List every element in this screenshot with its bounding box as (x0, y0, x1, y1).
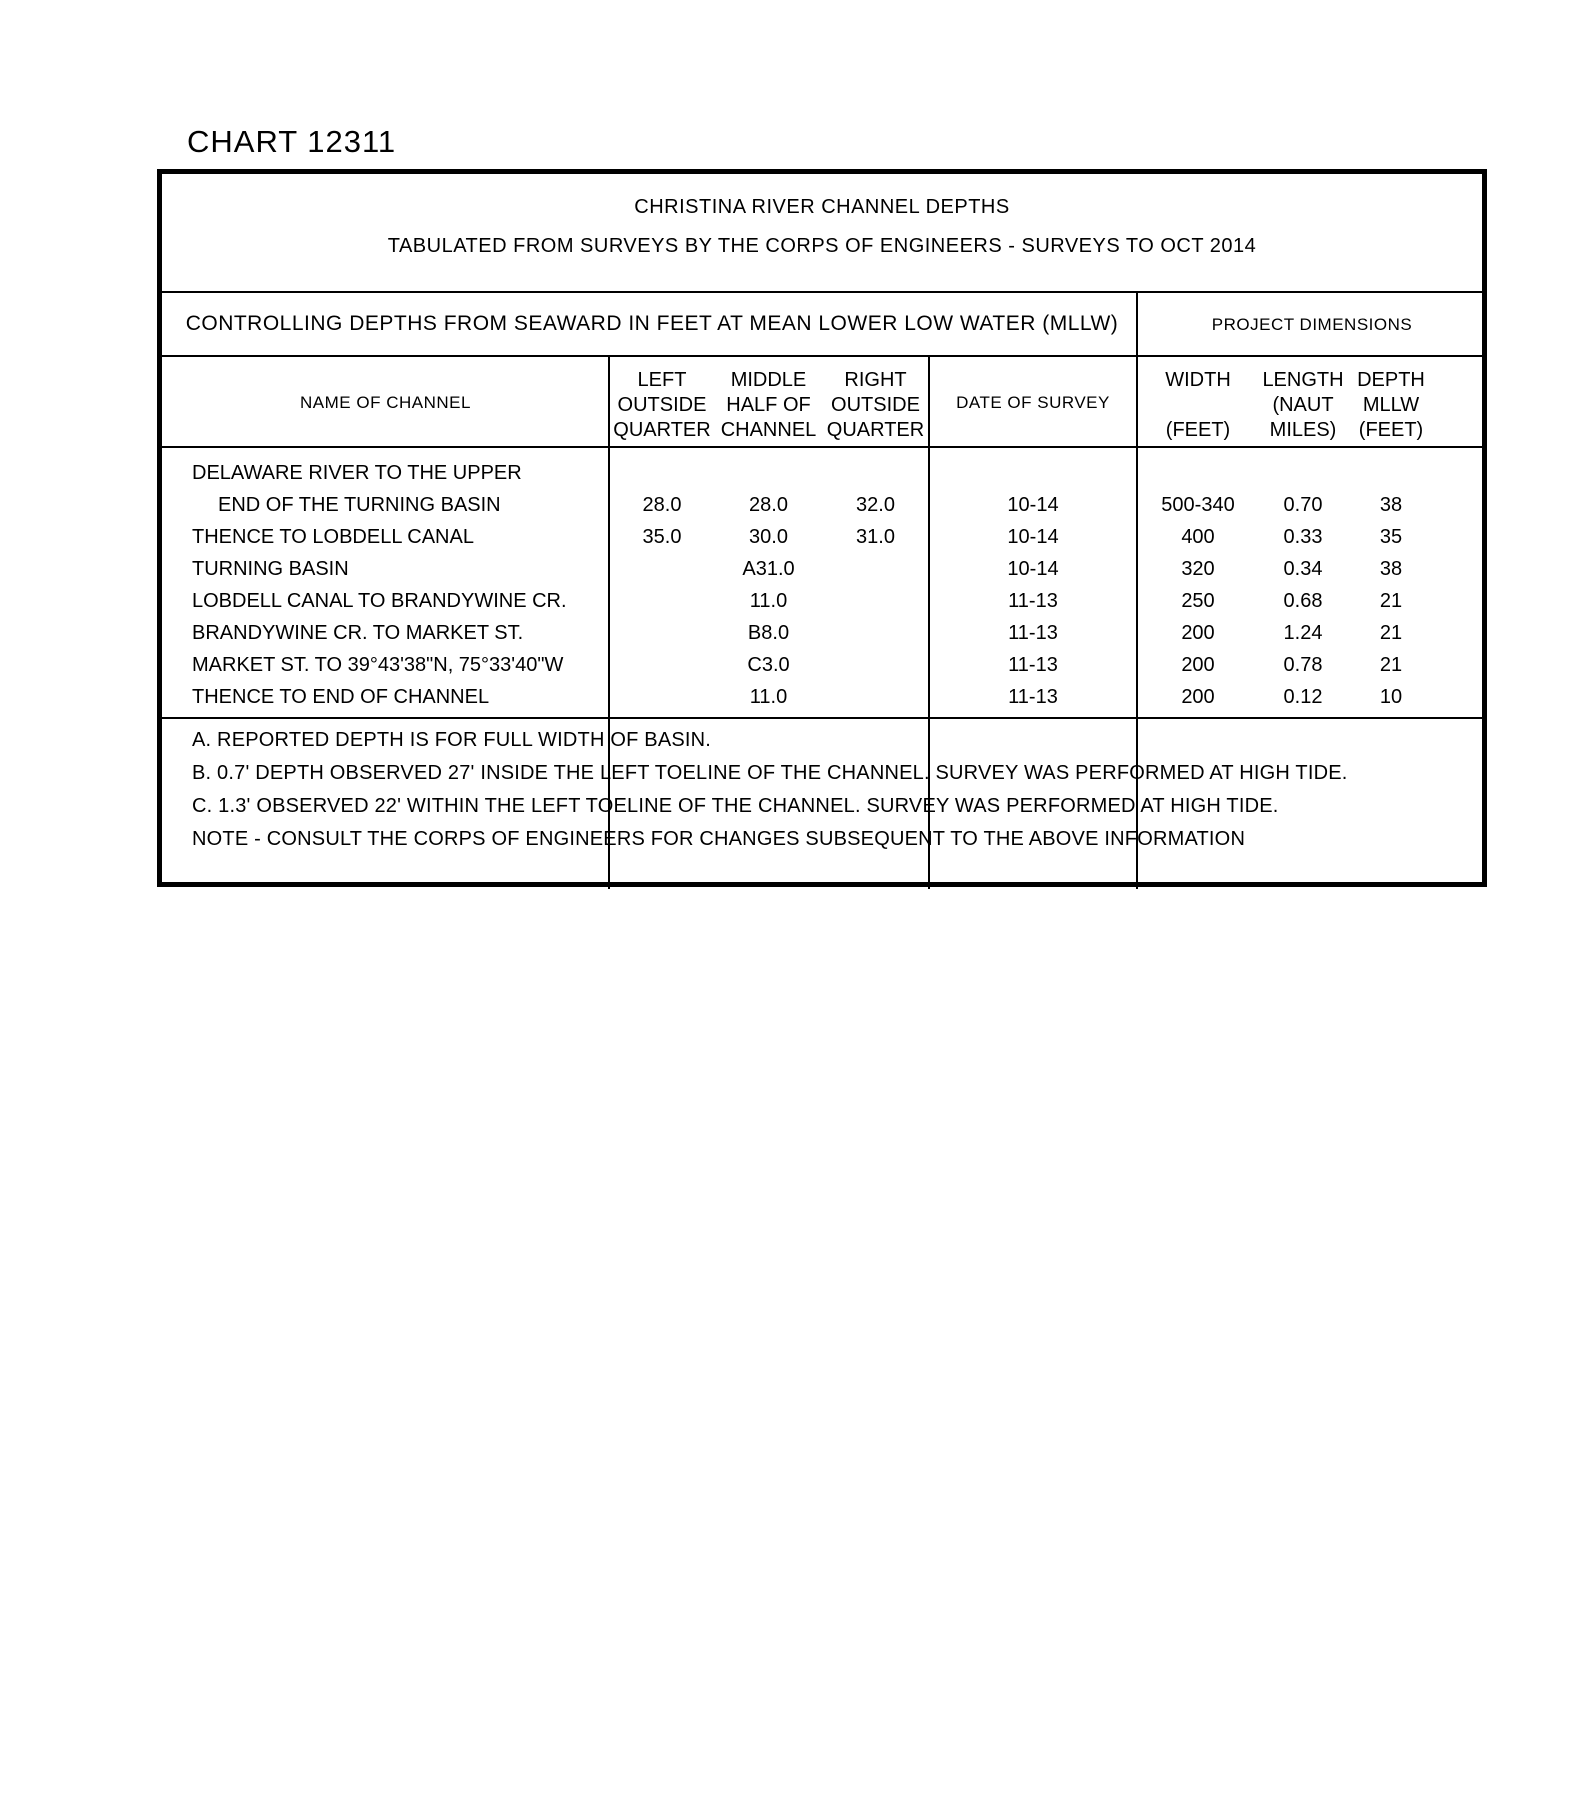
cell-length (1259, 457, 1347, 489)
cell-date: 11-13 (1008, 686, 1058, 708)
cell-date: 10-14 (1007, 526, 1059, 548)
cell-width: 200 (1181, 686, 1215, 708)
controlling-depths-header: CONTROLLING DEPTHS FROM SEAWARD IN FEET AT MEAN LOWER LOW WATER (MLLW) (185, 312, 1119, 335)
table-title: CHRISTINA RIVER CHANNEL DEPTHS (634, 196, 1010, 218)
project-dimensions-header: PROJECT DIMENSIONS (1211, 315, 1413, 334)
chart-title: CHART 12311 (187, 124, 397, 159)
cell-name: THENCE TO END OF CHANNEL (192, 686, 490, 708)
cell-date: 10-14 (1007, 494, 1059, 516)
col-header-right: RIGHT OUTSIDE QUARTER (826, 369, 925, 441)
cell-middle: 11.0 (749, 590, 788, 612)
cell-length: 0.34 (1283, 558, 1323, 580)
cell-name: MARKET ST. TO 39°43'38"N, 75°33'40"W (192, 654, 564, 676)
cell-left (609, 649, 715, 681)
cell-length: 0.78 (1283, 654, 1323, 676)
cell-depth: 38 (1379, 494, 1403, 516)
cell-name: BRANDYWINE CR. TO MARKET ST. (192, 622, 524, 644)
cell-depth: 10 (1379, 686, 1403, 708)
cell-date: 11-13 (1008, 622, 1058, 644)
note-c: C. 1.3' OBSERVED 22' WITHIN THE LEFT TOELINE OF THE CHANNEL. SURVEY WAS PERFORMED AT HIGH TIDE. (192, 795, 1279, 817)
cell-middle: 11.0 (749, 686, 788, 708)
divider-title (162, 291, 1482, 293)
cell-name: END OF THE TURNING BASIN (218, 494, 501, 516)
cell-left (609, 681, 715, 713)
cell-right (822, 617, 929, 649)
col-header-length: LENGTH (NAUT MILES) (1262, 369, 1344, 441)
cell-width: 200 (1181, 654, 1215, 676)
cell-date: 11-13 (1008, 590, 1058, 612)
col-header-date: DATE OF SURVEY (956, 393, 1110, 412)
col-header-width: WIDTH (FEET) (1165, 369, 1231, 441)
table-subtitle: TABULATED FROM SURVEYS BY THE CORPS OF ENGINEERS - SURVEYS TO OCT 2014 (387, 235, 1257, 257)
cell-length: 0.70 (1283, 494, 1323, 516)
col-header-depth: DEPTH MLLW (FEET) (1357, 369, 1425, 441)
cell-right (822, 649, 929, 681)
cell-right: 31.0 (856, 526, 895, 548)
cell-depth: 21 (1379, 590, 1403, 612)
cell-length: 1.24 (1283, 622, 1323, 644)
cell-right (822, 457, 929, 489)
col-header-middle: MIDDLE HALF OF CHANNEL (720, 369, 817, 441)
col-header-name: NAME OF CHANNEL (300, 393, 471, 412)
cell-width (1137, 457, 1259, 489)
cell-date (929, 457, 1137, 489)
cell-right (822, 681, 929, 713)
note-general: NOTE - CONSULT THE CORPS OF ENGINEERS FOR CHANGES SUBSEQUENT TO THE ABOVE INFORMATION (192, 828, 1246, 850)
cell-left: 35.0 (642, 526, 682, 548)
cell-date: 11-13 (1008, 654, 1058, 676)
cell-name: LOBDELL CANAL TO BRANDYWINE CR. (192, 590, 567, 612)
cell-name: THENCE TO LOBDELL CANAL (192, 526, 474, 548)
cell-left (609, 617, 715, 649)
cell-width: 200 (1181, 622, 1215, 644)
cell-middle: A31.0 (742, 558, 795, 580)
cell-depth (1347, 457, 1435, 489)
cell-length: 0.12 (1283, 686, 1323, 708)
cell-length: 0.33 (1283, 526, 1323, 548)
cell-depth: 35 (1379, 526, 1403, 548)
divider-group-header (162, 355, 1482, 357)
divider-col-header (162, 446, 1482, 448)
note-a: A. REPORTED DEPTH IS FOR FULL WIDTH OF BASIN. (192, 729, 712, 751)
cell-depth: 38 (1379, 558, 1403, 580)
cell-middle: 28.0 (749, 494, 788, 516)
cell-left (609, 553, 715, 585)
cell-middle: 30.0 (749, 526, 788, 548)
cell-left (609, 457, 715, 489)
cell-left (609, 585, 715, 617)
cell-width: 500-340 (1161, 494, 1235, 516)
col-header-left: LEFT OUTSIDE QUARTER (613, 369, 711, 441)
cell-depth: 21 (1379, 622, 1403, 644)
cell-right (822, 585, 929, 617)
cell-left: 28.0 (642, 494, 682, 516)
cell-length: 0.68 (1283, 590, 1323, 612)
cell-date: 10-14 (1007, 558, 1059, 580)
cell-middle: C3.0 (747, 654, 790, 676)
note-b: B. 0.7' DEPTH OBSERVED 27' INSIDE THE LEFT TOELINE OF THE CHANNEL. SURVEY WAS PERFORMED AT HIGH TIDE. (192, 762, 1348, 784)
channel-depths-table (157, 169, 1487, 887)
cell-depth: 21 (1379, 654, 1403, 676)
cell-middle (715, 457, 822, 489)
cell-middle: B8.0 (747, 622, 790, 644)
cell-width: 400 (1181, 526, 1215, 548)
cell-right: 32.0 (856, 494, 895, 516)
cell-width: 320 (1181, 558, 1215, 580)
cell-name: DELAWARE RIVER TO THE UPPER (192, 462, 522, 484)
cell-name: TURNING BASIN (192, 558, 349, 580)
divider-notes (162, 717, 1482, 719)
cell-width: 250 (1181, 590, 1215, 612)
cell-right (822, 553, 929, 585)
